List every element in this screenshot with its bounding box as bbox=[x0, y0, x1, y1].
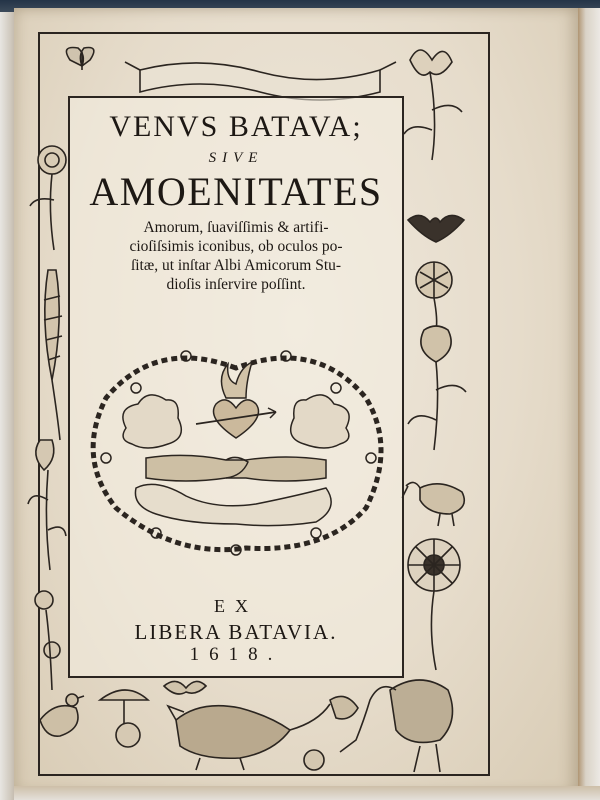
subtitle-block bbox=[80, 218, 392, 294]
columbine-icon bbox=[28, 440, 66, 570]
title-sive: SIVE bbox=[208, 150, 264, 166]
subtitle-line: dioſis inſervire poſſint. bbox=[166, 276, 306, 293]
title-line-2: AMOENITATES bbox=[89, 169, 383, 214]
bat-icon bbox=[408, 215, 464, 242]
snail-icon bbox=[100, 690, 148, 747]
heron-icon bbox=[340, 680, 453, 772]
columbine-icon bbox=[408, 326, 466, 450]
subtitle-line: cioſiſsimis iconibus, ob oculos po- bbox=[129, 238, 343, 255]
butterfly-icon bbox=[66, 48, 93, 71]
imprint-year: 1618. bbox=[189, 644, 283, 665]
lily-flower-icon bbox=[404, 50, 462, 160]
ibis-icon bbox=[402, 482, 464, 526]
imprint-place: LIBERA BATAVIA. bbox=[134, 620, 338, 644]
subtitle-line: Amorum, ſuaviſſimis & artifi- bbox=[143, 219, 329, 236]
clasped-hands-icon bbox=[146, 455, 326, 481]
title-line-1: VENVS BATAVA; bbox=[109, 110, 363, 143]
sunflower-icon bbox=[408, 539, 460, 670]
insect-icon bbox=[164, 681, 206, 694]
emblem-engraving bbox=[76, 328, 396, 558]
carnation-icon bbox=[416, 262, 452, 330]
title-text-panel bbox=[68, 96, 404, 678]
flaming-heart-icon bbox=[196, 362, 276, 438]
subtitle-line: ſitæ, ut inſtar Albi Amicorum Stu- bbox=[130, 257, 342, 274]
wheat-ear-icon bbox=[44, 270, 62, 440]
insect-icon bbox=[304, 696, 358, 770]
bird-icon bbox=[40, 694, 84, 736]
rose-flower-icon bbox=[30, 146, 66, 250]
imprint-ex: EX bbox=[214, 596, 258, 616]
ribbon-banner-icon bbox=[125, 62, 396, 100]
rose-flower-icon bbox=[35, 591, 60, 690]
